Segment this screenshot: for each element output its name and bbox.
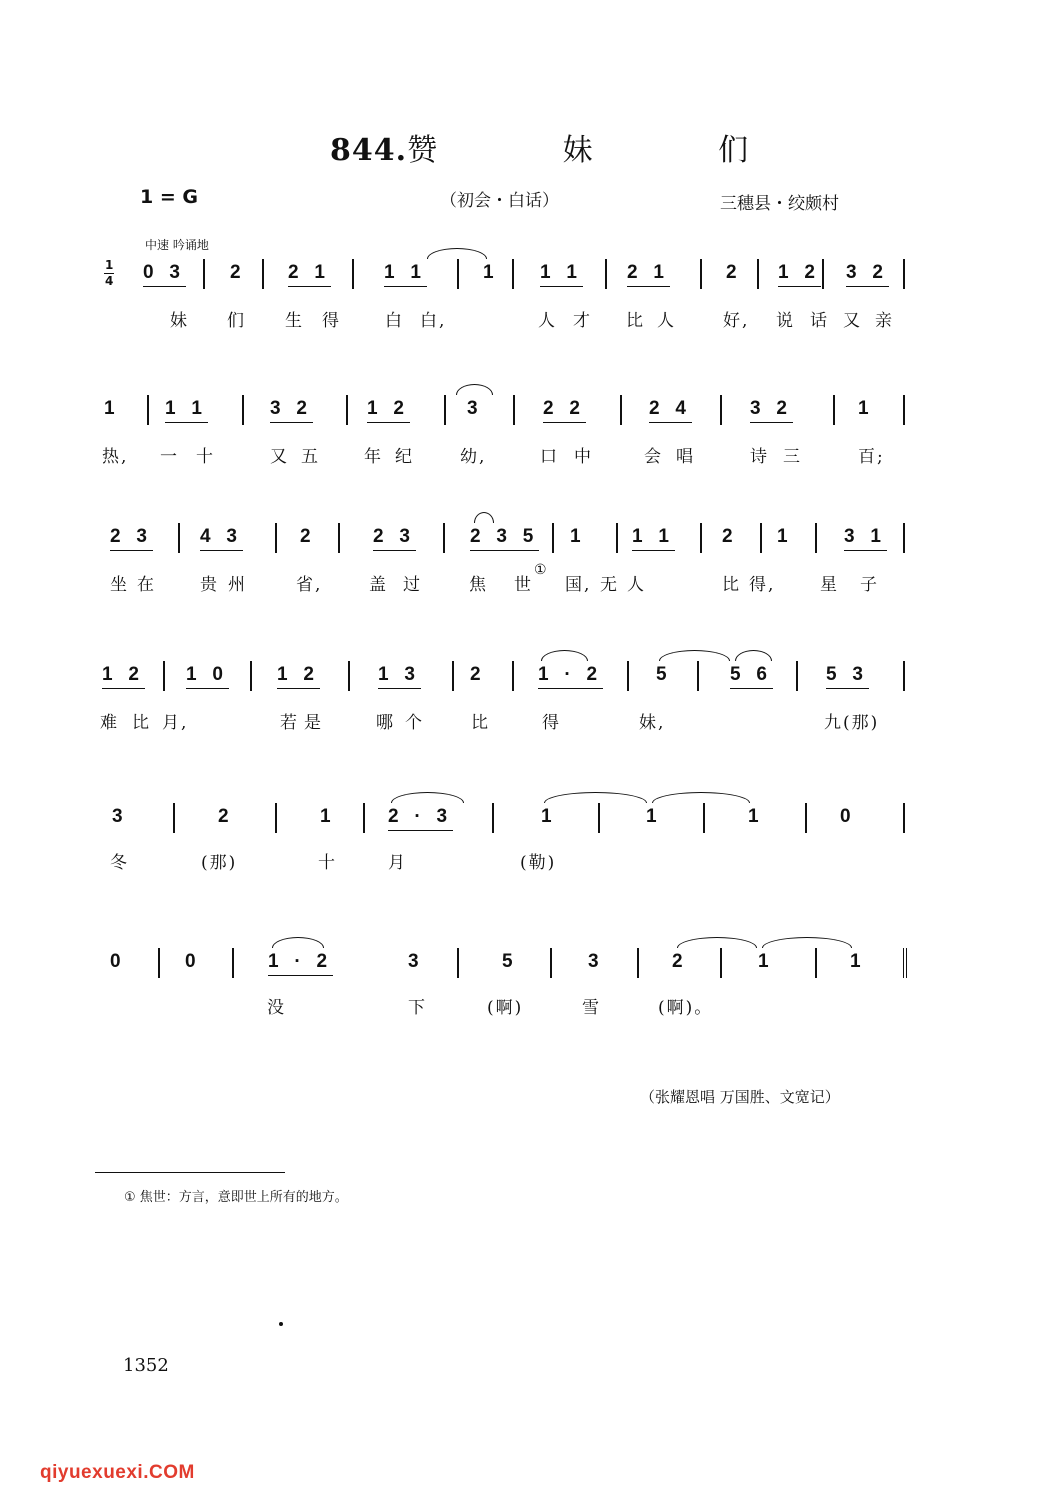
lyric-syllable: 人 — [627, 575, 646, 595]
note-group: 3 1 — [844, 526, 887, 551]
lyric-syllable: 个 — [405, 713, 424, 733]
barline — [903, 523, 905, 553]
barline — [492, 803, 494, 833]
note-group: 3 2 — [750, 398, 793, 423]
barline — [512, 661, 514, 691]
lyric-syllable: 省, — [296, 575, 323, 595]
barline — [262, 259, 264, 289]
barline — [697, 661, 699, 691]
barline — [443, 523, 445, 553]
barline — [178, 523, 180, 553]
note-group: 2 1 — [288, 262, 331, 287]
slur — [762, 937, 852, 948]
time-signature — [104, 258, 114, 289]
note-group: 1 — [483, 262, 500, 283]
note-group: 1 1 — [632, 526, 675, 551]
lyric-syllable: 白 — [385, 311, 404, 331]
note-group: 5 — [656, 664, 673, 685]
meter-bottom: 4 — [105, 274, 114, 288]
lyric-syllable: 热, — [102, 447, 129, 467]
lyric-syllable: 亲 — [875, 311, 894, 331]
slur — [474, 512, 494, 523]
note-group: 2 — [470, 664, 487, 685]
lyric-syllable: 话 — [810, 311, 829, 331]
lyric-syllable: 月 — [388, 853, 407, 873]
lyric-syllable: 世 — [514, 575, 533, 595]
note-group: 1 2 — [778, 262, 821, 287]
note-group: 2 3 — [110, 526, 153, 551]
note-group: 1 2 — [367, 398, 410, 423]
page-number: 1352 — [123, 1355, 169, 1376]
slur — [659, 650, 730, 661]
lyric-syllable: 贵 — [200, 575, 219, 595]
footnote: ① 焦世：方言，意即世上所有的地方。 — [124, 1190, 348, 1205]
lyric-syllable: 州 — [228, 575, 247, 595]
lyric-syllable: 子 — [860, 575, 879, 595]
note-group: 5 3 — [826, 664, 869, 689]
barline — [903, 259, 905, 289]
barline — [457, 948, 459, 978]
barline — [903, 803, 905, 833]
lyric-syllable: 比 — [722, 575, 741, 595]
note-group: 2 · 3 — [388, 806, 453, 831]
note-group: 0 3 — [143, 262, 186, 287]
lyric-syllable: 雪 — [582, 998, 601, 1018]
note-group: 2 2 — [543, 398, 586, 423]
lyric-syllable: 百; — [858, 447, 885, 467]
barline — [815, 523, 817, 553]
barline — [822, 259, 824, 289]
barline — [620, 395, 622, 425]
note-group: 1 1 — [384, 262, 427, 287]
barline — [452, 661, 454, 691]
lyric-syllable: (啊) — [487, 998, 524, 1018]
note-group: 3 — [467, 398, 484, 419]
barline — [158, 948, 160, 978]
song-name: 赞 妹 们 — [407, 133, 807, 168]
note-group: 1 2 — [102, 664, 145, 689]
note-group: 3 — [588, 951, 605, 972]
barline — [512, 259, 514, 289]
note-group: 1 — [748, 806, 765, 827]
lyric-syllable: 幼, — [460, 447, 487, 467]
lyric-syllable: 纪 — [395, 447, 414, 467]
lyric-syllable: 十 — [196, 447, 215, 467]
barline — [147, 395, 149, 425]
barline — [903, 395, 905, 425]
lyric-syllable: 冬 — [110, 853, 129, 873]
lyric-syllable: 比 — [471, 713, 490, 733]
credit-line: （张耀恩唱 万国胜、文宽记） — [640, 1088, 840, 1106]
barline — [275, 523, 277, 553]
barline — [720, 948, 722, 978]
lyric-syllable: (那) — [201, 853, 238, 873]
note-group: 5 — [502, 951, 519, 972]
lyric-syllable: 坐 — [110, 575, 129, 595]
barline — [637, 948, 639, 978]
note-group: 2 — [218, 806, 235, 827]
note-group: 2 — [672, 951, 689, 972]
lyric-syllable: 得 — [542, 713, 561, 733]
lyric-syllable: 得 — [322, 311, 341, 331]
lyric-syllable: 年 — [364, 447, 383, 467]
note-group: 1 0 — [186, 664, 229, 689]
note-group: 2 — [300, 526, 317, 547]
barline — [457, 259, 459, 289]
lyric-syllable: 月, — [162, 713, 189, 733]
lyric-syllable: 白, — [420, 311, 447, 331]
barline — [616, 523, 618, 553]
note-group: 0 — [840, 806, 857, 827]
lyric-syllable: 在 — [137, 575, 156, 595]
barline — [242, 395, 244, 425]
lyric-syllable: 人 — [538, 311, 557, 331]
final-barline — [903, 948, 911, 978]
footnote-mark: ① — [534, 562, 549, 578]
note-group: 2 — [230, 262, 247, 283]
note-group: 2 — [726, 262, 743, 283]
note-group: 2 1 — [627, 262, 670, 287]
note-group: 0 — [185, 951, 202, 972]
note-group: 1 — [858, 398, 875, 419]
lyric-syllable: 生 — [285, 311, 304, 331]
lyric-syllable: 盖 — [369, 575, 388, 595]
song-title — [330, 125, 806, 169]
song-style: （初会・白话） — [440, 191, 559, 211]
note-group: 1 3 — [378, 664, 421, 689]
lyric-syllable: 诗 — [750, 447, 769, 467]
barline — [163, 661, 165, 691]
lyric-syllable: 好, — [723, 311, 750, 331]
barline — [346, 395, 348, 425]
lyric-syllable: 们 — [227, 311, 246, 331]
barline — [805, 803, 807, 833]
barline — [173, 803, 175, 833]
barline — [903, 661, 905, 691]
song-number: 844. — [330, 133, 408, 168]
barline — [700, 259, 702, 289]
slur — [391, 792, 464, 803]
lyric-syllable: 又 — [270, 447, 289, 467]
barline — [605, 259, 607, 289]
barline — [348, 661, 350, 691]
lyric-syllable: 妹, — [639, 713, 666, 733]
song-origin: 三穗县・绞颇村 — [720, 194, 839, 214]
note-group: 1 — [541, 806, 558, 827]
barline — [550, 948, 552, 978]
barline — [275, 803, 277, 833]
slur — [541, 650, 588, 661]
note-group: 1 1 — [165, 398, 208, 423]
lyric-syllable: 下 — [408, 998, 427, 1018]
speck — [279, 1322, 283, 1326]
lyric-syllable: 无 — [600, 575, 619, 595]
key-signature: 1 = G — [140, 186, 198, 208]
barline — [352, 259, 354, 289]
tempo-marking: 中速 吟诵地 — [145, 238, 209, 252]
barline — [627, 661, 629, 691]
barline — [815, 948, 817, 978]
slur — [735, 650, 772, 661]
lyric-syllable: 才 — [573, 311, 592, 331]
barline — [232, 948, 234, 978]
lyric-syllable: 五 — [301, 447, 320, 467]
note-group: 1 2 — [277, 664, 320, 689]
barline — [796, 661, 798, 691]
barline — [552, 523, 554, 553]
barline — [757, 259, 759, 289]
slur — [427, 248, 487, 259]
note-group: 2 3 — [373, 526, 416, 551]
barline — [703, 803, 705, 833]
slur — [272, 937, 324, 948]
note-group: 2 4 — [649, 398, 692, 423]
slur — [652, 792, 750, 803]
lyric-syllable: 中 — [574, 447, 593, 467]
note-group: 4 3 — [200, 526, 243, 551]
note-group: 0 — [110, 951, 127, 972]
watermark: qiyuexuexi.COM — [40, 1462, 195, 1483]
lyric-syllable: 又 — [843, 311, 862, 331]
lyric-syllable: 唱 — [676, 447, 695, 467]
note-group: 3 2 — [270, 398, 313, 423]
note-group: 2 3 5 — [470, 526, 539, 551]
note-group: 1 — [646, 806, 663, 827]
note-group: 1 — [777, 526, 794, 547]
lyric-syllable: (勒) — [520, 853, 557, 873]
note-group: 2 — [722, 526, 739, 547]
lyric-syllable: 说 — [776, 311, 795, 331]
lyric-syllable: 三 — [783, 447, 802, 467]
lyric-syllable: 一 — [160, 447, 179, 467]
lyric-syllable: 妹 — [170, 311, 189, 331]
barline — [250, 661, 252, 691]
meter-top: 1 — [105, 258, 114, 272]
barline — [203, 259, 205, 289]
lyric-syllable: 焦 — [469, 575, 488, 595]
note-group: 1 — [850, 951, 867, 972]
lyric-syllable: 没 — [267, 998, 286, 1018]
lyric-syllable: 得, — [749, 575, 776, 595]
lyric-syllable: 口 — [540, 447, 559, 467]
note-group: 3 2 — [846, 262, 889, 287]
note-group: 1 · 2 — [268, 951, 333, 976]
barline — [363, 803, 365, 833]
barline — [700, 523, 702, 553]
barline — [720, 395, 722, 425]
lyric-syllable: 过 — [403, 575, 422, 595]
barline — [833, 395, 835, 425]
slur — [544, 792, 647, 803]
barline — [760, 523, 762, 553]
note-group: 1 — [758, 951, 775, 972]
lyric-syllable: 是 — [304, 713, 323, 733]
note-group: 1 — [570, 526, 587, 547]
barline — [444, 395, 446, 425]
lyric-syllable: 哪 — [376, 713, 395, 733]
lyric-syllable: 会 — [644, 447, 663, 467]
note-group: 3 — [408, 951, 425, 972]
note-group: 5 6 — [730, 664, 773, 689]
lyric-syllable: 九(那) — [824, 713, 880, 733]
lyric-syllable: (啊)。 — [658, 998, 714, 1018]
slur — [456, 384, 493, 395]
note-group: 3 — [112, 806, 129, 827]
footnote-rule — [95, 1172, 285, 1173]
note-group: 1 — [104, 398, 121, 419]
note-group: 1 1 — [540, 262, 583, 287]
barline — [598, 803, 600, 833]
lyric-syllable: 十 — [318, 853, 337, 873]
barline — [513, 395, 515, 425]
note-group: 1 — [320, 806, 337, 827]
lyric-syllable: 难 — [100, 713, 119, 733]
lyric-syllable: 星 — [820, 575, 839, 595]
lyric-syllable: 比 — [626, 311, 645, 331]
slur — [677, 937, 757, 948]
barline — [338, 523, 340, 553]
lyric-syllable: 若 — [280, 713, 299, 733]
lyric-syllable: 国, — [565, 575, 592, 595]
lyric-syllable: 人 — [657, 311, 676, 331]
lyric-syllable: 比 — [132, 713, 151, 733]
note-group: 1 · 2 — [538, 664, 603, 689]
